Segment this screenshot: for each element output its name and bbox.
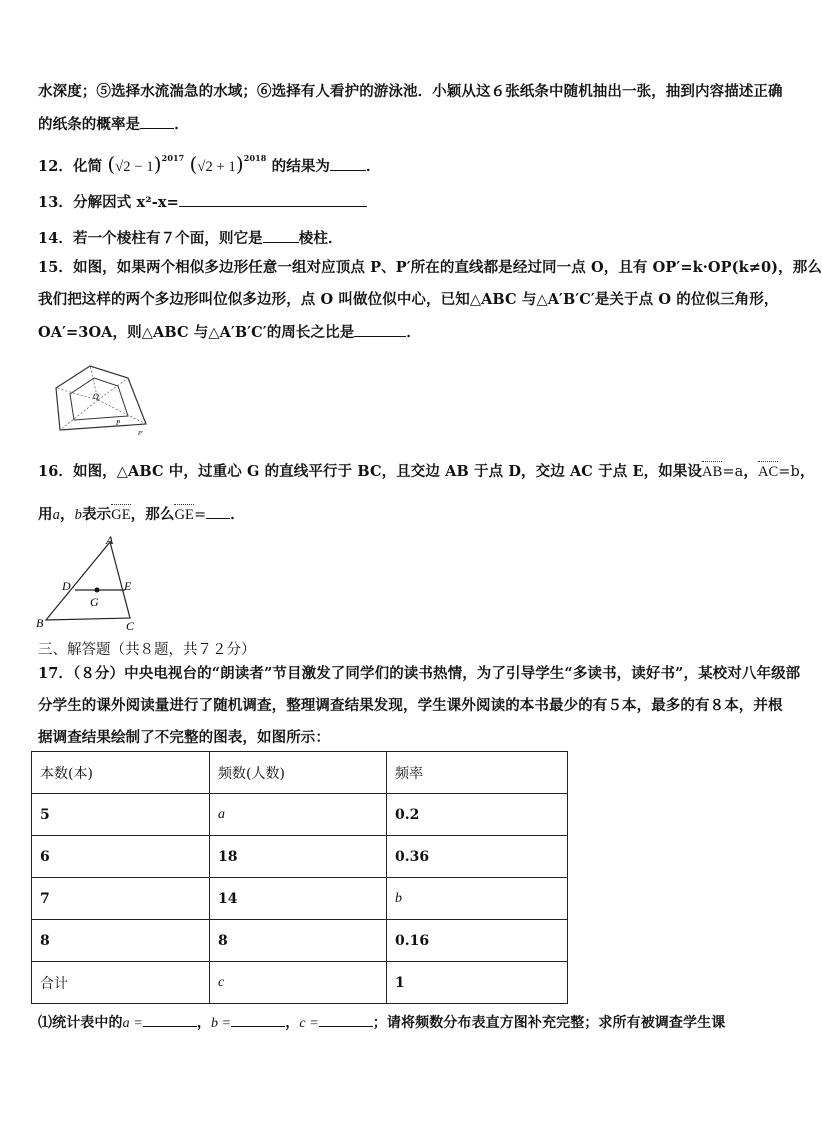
- table-header-row: [32, 752, 568, 794]
- table-cell: [210, 962, 387, 1004]
- q11-end: ．: [174, 116, 189, 133]
- q17-sub1: [38, 1012, 758, 1034]
- table-row: [32, 794, 568, 836]
- answer-blank[interactable]: [263, 228, 299, 243]
- outer-pentagon: [56, 366, 146, 430]
- q12-sqrt-expr: √2 − 1: [115, 159, 154, 175]
- table-cell: 1: [387, 962, 568, 1004]
- table-cell: [210, 794, 387, 836]
- table-row-total: [32, 962, 568, 1004]
- table-row: [32, 920, 568, 962]
- q12-suffix: 的结果为: [271, 158, 331, 175]
- section-heading: 三、解答题（共８题，共７２分）: [38, 642, 256, 658]
- table-cell: [387, 878, 568, 920]
- b-eq: b =: [210, 1016, 232, 1031]
- vector-ge-2: GE: [174, 507, 195, 523]
- q17-line3: 据调查结果绘制了不完整的图表，如图所示：: [38, 729, 330, 746]
- q14-line: [38, 228, 758, 249]
- q12-rparen: ): [153, 152, 162, 176]
- q15-line3: [38, 322, 758, 343]
- q11-line1: 水深度；⑤选择水流湍急的水域；⑥选择有人看护的游泳池．小颖从这６张纸条中随机抽出一张，抽到内容描述正确: [38, 83, 783, 100]
- centroid-g: [95, 588, 100, 593]
- table-cell: 6: [32, 836, 210, 878]
- vector-ge: GE: [111, 507, 131, 523]
- q15-line2: 我们把这样的两个多边形叫位似多边形，点 O 叫做位似中心，已知△ABC 与△A′B′C′是关于点 O 的位似三角形，: [38, 291, 779, 308]
- table-row: [32, 836, 568, 878]
- vector-ab: AB: [702, 464, 723, 480]
- vector-ac: AC: [757, 464, 779, 480]
- label-p: P: [116, 419, 121, 427]
- q14-end: 棱柱．: [298, 230, 343, 247]
- answer-blank[interactable]: [206, 504, 230, 519]
- table-row: [32, 878, 568, 920]
- q16-text: 16．如图，△ABC 中，过重心 G 的直线平行于 BC，且交边 AB 于点 D，交边 AC 于点 E，如果设: [38, 463, 702, 480]
- label-a: A: [106, 533, 114, 547]
- q13-line: [38, 192, 758, 213]
- q12-prefix: 12．化简: [38, 158, 103, 175]
- header-frequency: 频数(人数): [210, 752, 387, 794]
- answer-blank-a[interactable]: [143, 1012, 197, 1027]
- q16-line1: [38, 462, 815, 482]
- table-cell: 合计: [32, 962, 210, 1004]
- q12-rparen2: ): [235, 152, 244, 176]
- q12-lparen2: (: [189, 152, 198, 176]
- q16-text4: ，那么: [130, 506, 175, 523]
- q11-line2: [38, 114, 758, 135]
- sep: ，: [285, 1015, 300, 1031]
- header-books: 本数(本): [32, 752, 210, 794]
- q12-exponent2: 2018: [243, 153, 267, 163]
- answer-blank-c[interactable]: [319, 1012, 373, 1027]
- q12-end: ．: [366, 158, 381, 175]
- q16-line1-end: ，: [799, 463, 815, 480]
- q12-exponent: 2017: [161, 153, 185, 163]
- table-cell: 8: [32, 920, 210, 962]
- sep2: ，: [59, 506, 75, 523]
- table-cell: 8: [210, 920, 387, 962]
- table-cell: 0.16: [387, 920, 568, 962]
- table-cell: 0.36: [387, 836, 568, 878]
- q16-text3: 表示: [81, 506, 112, 523]
- q15-text: OA′=3OA，则△ABC 与△A′B′C′的周长之比是: [38, 324, 355, 341]
- eq-b: =b: [778, 464, 800, 480]
- label-c: C: [126, 619, 135, 633]
- table-cell: 18: [210, 836, 387, 878]
- table-cell: 0.2: [387, 794, 568, 836]
- label-d: D: [62, 579, 71, 593]
- triangle-abc: [46, 542, 130, 620]
- q11-text: 的纸条的概率是: [38, 116, 141, 133]
- q12-sqrt-expr2: √2 + 1: [197, 159, 236, 175]
- q16-end: ．: [230, 506, 245, 523]
- q12-line: [38, 148, 758, 174]
- q12-lparen: (: [107, 152, 116, 176]
- q15-end: ．: [406, 324, 421, 341]
- q17-line2: 分学生的课外阅读量进行了随机调查，整理调查结果发现，学生课外阅读的本书最少的有５本，最多的有８本，并根: [38, 697, 783, 714]
- label-e: E: [124, 579, 132, 593]
- a-eq: a =: [122, 1016, 143, 1031]
- label-o: O: [93, 392, 99, 401]
- sep: ，: [196, 1015, 211, 1031]
- label-p-prime: P′: [138, 431, 143, 437]
- table-cell: 7: [32, 878, 210, 920]
- q17-sub1-text: ⑴统计表中的: [38, 1015, 123, 1031]
- answer-blank[interactable]: [354, 322, 406, 337]
- answer-blank-b[interactable]: [231, 1012, 285, 1027]
- homothety-figure: [48, 358, 152, 438]
- vector-a: a: [52, 507, 60, 523]
- q16-line2: [38, 504, 758, 525]
- answer-blank[interactable]: [179, 192, 367, 207]
- eq-a: =a: [722, 464, 744, 480]
- vector-b: b: [74, 507, 82, 523]
- var-a: a: [218, 807, 225, 822]
- label-b: B: [36, 616, 44, 630]
- triangle-figure: [34, 532, 146, 634]
- q14-text: 14．若一个棱柱有７个面，则它是: [38, 230, 263, 247]
- table-cell: 5: [32, 794, 210, 836]
- q17-line1: 17．（８分）中央电视台的“朗读者”节目激发了同学们的读书热情，为了引导学生“多读书，读好书”，某校对八年级部: [38, 665, 801, 682]
- q17-sub1-rest: ；请将频数分布表直方图补充完整；求所有被调查学生课: [372, 1015, 726, 1031]
- label-g: G: [90, 595, 99, 609]
- q16-text2: 用: [38, 506, 53, 523]
- var-c: c: [218, 975, 225, 990]
- table-cell: 14: [210, 878, 387, 920]
- answer-blank[interactable]: [330, 156, 366, 171]
- q13-text: 13．分解因式 x²-x=: [38, 194, 179, 211]
- sep: ，: [743, 463, 758, 480]
- header-rate: 频率: [387, 752, 568, 794]
- answer-blank[interactable]: [140, 114, 174, 129]
- c-eq: c =: [299, 1016, 319, 1031]
- frequency-table: [31, 751, 568, 1004]
- var-b: b: [395, 891, 402, 906]
- q15-line1: 15．如图，如果两个相似多边形任意一组对应顶点 P、P′所在的直线都是经过同一点 O，且有 OP′=k·OP(k≠0)，那么: [38, 259, 822, 276]
- eq: =: [194, 507, 207, 523]
